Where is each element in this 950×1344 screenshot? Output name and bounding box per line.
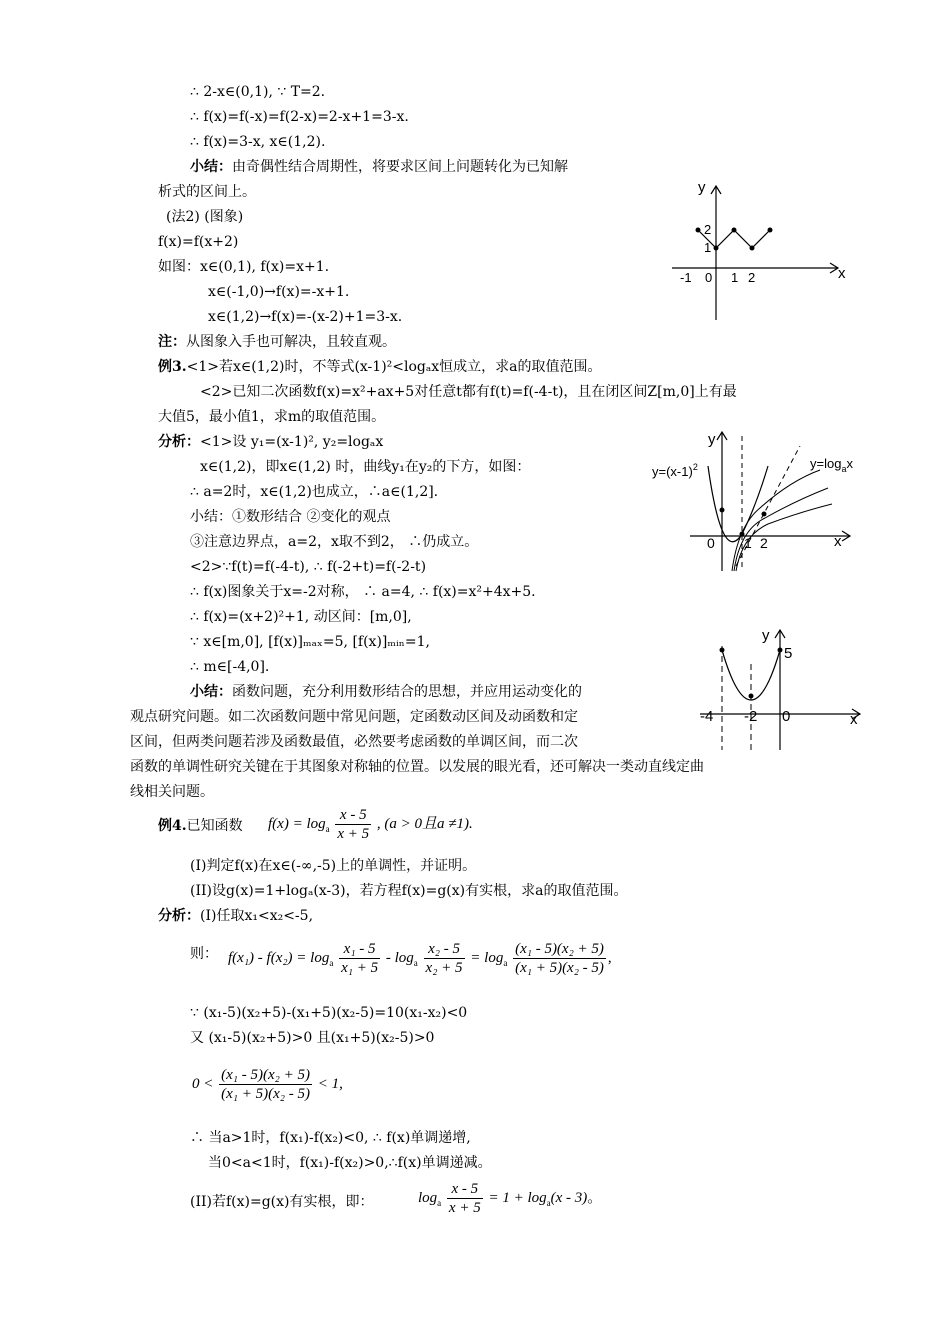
root-equation: $\log_a$ $\frac{x - 5}{x + 5}$ = $1 + \log_a(x - 3)$。 — [418, 1181, 603, 1216]
point — [720, 508, 725, 513]
text-line: 小结：函数问题，充分利用数形结合的思想，并应用运动变化的 — [190, 684, 582, 700]
text-line: 线相关问题。 — [130, 784, 214, 800]
tick-label: 0 — [782, 708, 791, 725]
x-label: x — [834, 533, 842, 550]
note-label: 注： — [158, 334, 186, 350]
text-line: f(x)=f(x+2) — [158, 234, 239, 250]
text-line: (II)设g(x)=1+logₐ(x-3)，若方程f(x)=g(x)有实根，求a的取值范围。 — [190, 883, 628, 899]
text-line: 如图：x∈(0,1), f(x)=x+1. — [158, 259, 330, 275]
x-label: x — [850, 711, 858, 728]
tick-label: 2 — [760, 535, 768, 551]
text-line: 小结：①数形结合 ②变化的观点 — [190, 509, 391, 525]
text-line: 例4.已知函数 — [158, 818, 243, 834]
text-line: (法2) (图象) — [166, 209, 244, 225]
text-line: 又 (x₁-5)(x₂+5)>0 且(x₁+5)(x₂-5)>0 — [190, 1030, 435, 1046]
y-label: y — [698, 179, 706, 196]
point — [750, 246, 755, 251]
point — [696, 228, 701, 233]
text-line: ∴ 2-x∈(0,1), ∵ T=2. — [190, 84, 326, 100]
point — [768, 228, 773, 233]
point — [714, 246, 719, 251]
text-line: ∴ m∈[-4,0]. — [190, 659, 270, 675]
text-line: ∴ f(x)=(x+2)²+1, 动区间：[m,0], — [190, 609, 412, 625]
text-line: ∴ f(x)=3-x, x∈(1,2). — [190, 134, 326, 150]
text-line: (II)若f(x)=g(x)有实根，即： — [190, 1194, 374, 1210]
tick-label: 2 — [748, 270, 756, 285]
text-line: ③注意边界点，a=2，x取不到2， ∴仍成立。 — [190, 534, 479, 550]
inequality-formula: 0 < $\frac{\text{(x₁ - 5)(x₂ + 5)}}{\text{(x₁ + 5)(x₂ - 5)}}$ < 1, — [192, 1067, 343, 1102]
text-line: x∈(1,2)，即x∈(1,2) 时，曲线y₁在y₂的下方，如图： — [200, 459, 531, 475]
curve-label: $y=(x-1)^2$ — [652, 462, 698, 479]
x-label: x — [838, 265, 846, 282]
text-line: 区间，但两类问题若涉及函数最值，必然要考虑函数的单调区间，而二次 — [130, 734, 578, 750]
tick-label: -2 — [744, 708, 758, 725]
tick-label: 0 — [705, 270, 713, 285]
text-line: 注：从图象入手也可解决，且较直观。 — [158, 334, 396, 350]
figure-periodic-graph — [668, 178, 848, 324]
text-line: ∴ f(x)图象关于x=-2对称， ∴ a=4, ∴ f(x)=x²+4x+5. — [190, 584, 536, 600]
figure-quadratic — [696, 624, 866, 752]
text-line: ∴ 当a>1时，f(x₁)-f(x₂)<0, ∴ f(x)单调递增, — [190, 1130, 471, 1146]
vertex-point — [749, 694, 754, 699]
ex4-formula: $f(x) = \log_a$ $\frac{x - 5}{x + 5}$ , (a > 0且a ≠1). — [268, 807, 473, 842]
y-label: y — [708, 431, 716, 448]
text-line: 观点研究问题。如二次函数问题中常见问题，定函数动区间及动函数和定 — [130, 709, 578, 725]
curve-label: $y=\log_ax$ — [810, 456, 853, 474]
text-line: <2>∵f(t)=f(-4-t), ∴ f(-2+t)=f(-2-t) — [190, 559, 427, 575]
example-label: 例4. — [158, 818, 187, 834]
tick-label: 0 — [707, 535, 715, 551]
point — [720, 648, 725, 653]
analysis-label: 分析： — [158, 434, 200, 450]
example-label: 例3. — [158, 359, 187, 375]
text-line: ∵ (x₁-5)(x₂+5)-(x₁+5)(x₂-5)=10(x₁-x₂)<0 — [190, 1005, 468, 1021]
text-line: 析式的区间上。 — [158, 184, 256, 200]
point — [762, 512, 767, 517]
tick-label: -1 — [680, 270, 692, 285]
tick-label: 1 — [731, 270, 739, 285]
tick-label: 1 — [744, 535, 752, 551]
text-line: 小结：由奇偶性结合周期性，将要求区间上问题转化为已知解 — [190, 159, 568, 175]
difference-formula: $f(x_1) - f(x_2) = \log_a$ $\frac{\text{x₁ - 5}}{\text{x₁ + 5}}$ - $\log_a$ $\frac{\text{x₂ - 5}}{\text{x₂ + 5}}$ = $\log_a$ $\frac{\text{(x₁ - 5)(x₂ + 5)}}{\text{(x₁ + 5)(x₂ - 5)}}$ , — [228, 941, 612, 976]
text-line: 例3.<1>若x∈(1,2)时，不等式(x-1)²<logₐx恒成立，求a的取值范围。 — [158, 359, 602, 375]
text-line: ∴ f(x)=f(-x)=f(2-x)=2-x+1=3-x. — [190, 109, 409, 125]
figure-parabola-log — [650, 426, 870, 576]
tick-label: 2 — [704, 222, 712, 237]
log-curve — [734, 488, 828, 571]
y-label: y — [762, 627, 770, 644]
summary-label: 小结： — [190, 159, 232, 175]
text-line: x∈(1,2)→f(x)=-(x-2)+1=3-x. — [208, 309, 403, 325]
log-curve — [732, 470, 820, 571]
text-line: 函数的单调性研究关键在于其图象对称轴的位置。以发展的眼光看，还可解决一类动直线定曲 — [130, 759, 704, 775]
summary-label: 小结： — [190, 684, 232, 700]
tick-label: 1 — [704, 240, 712, 255]
text-line: (I)判定f(x)在x∈(-∞,-5)上的单调性，并证明。 — [190, 858, 477, 874]
tick-label: -4 — [700, 708, 714, 725]
point — [732, 228, 737, 233]
tick-label: 5 — [784, 645, 793, 662]
text-line: x∈(-1,0)→f(x)=-x+1. — [208, 284, 350, 300]
text-line: 则： — [190, 946, 218, 962]
text-line: ∴ a=2时，x∈(1,2)也成立，∴a∈(1,2]. — [190, 484, 439, 500]
text-line: ∵ x∈[m,0], [f(x)]ₘₐₓ=5, [f(x)]ₘᵢₙ=1, — [190, 634, 430, 650]
text-line: 分析：<1>设 y₁=(x-1)², y₂=logₐx — [158, 434, 384, 450]
fraction: $\frac{x - 5}{x + 5}$ — [337, 807, 370, 842]
analysis-label: 分析： — [158, 908, 200, 924]
parabola-curve — [708, 466, 768, 542]
point — [778, 648, 783, 653]
text-line: 分析：(I)任取x₁<x₂<-5, — [158, 908, 314, 924]
text-line: 大值5，最小值1，求m的取值范围。 — [158, 409, 386, 425]
text-line: 当0<a<1时，f(x₁)-f(x₂)>0,∴f(x)单调递减。 — [208, 1155, 492, 1171]
text-line: <2>已知二次函数f(x)=x²+ax+5对任意t都有f(t)=f(-4-t)，且在闭区间Z[m,0]上有最 — [200, 384, 737, 400]
